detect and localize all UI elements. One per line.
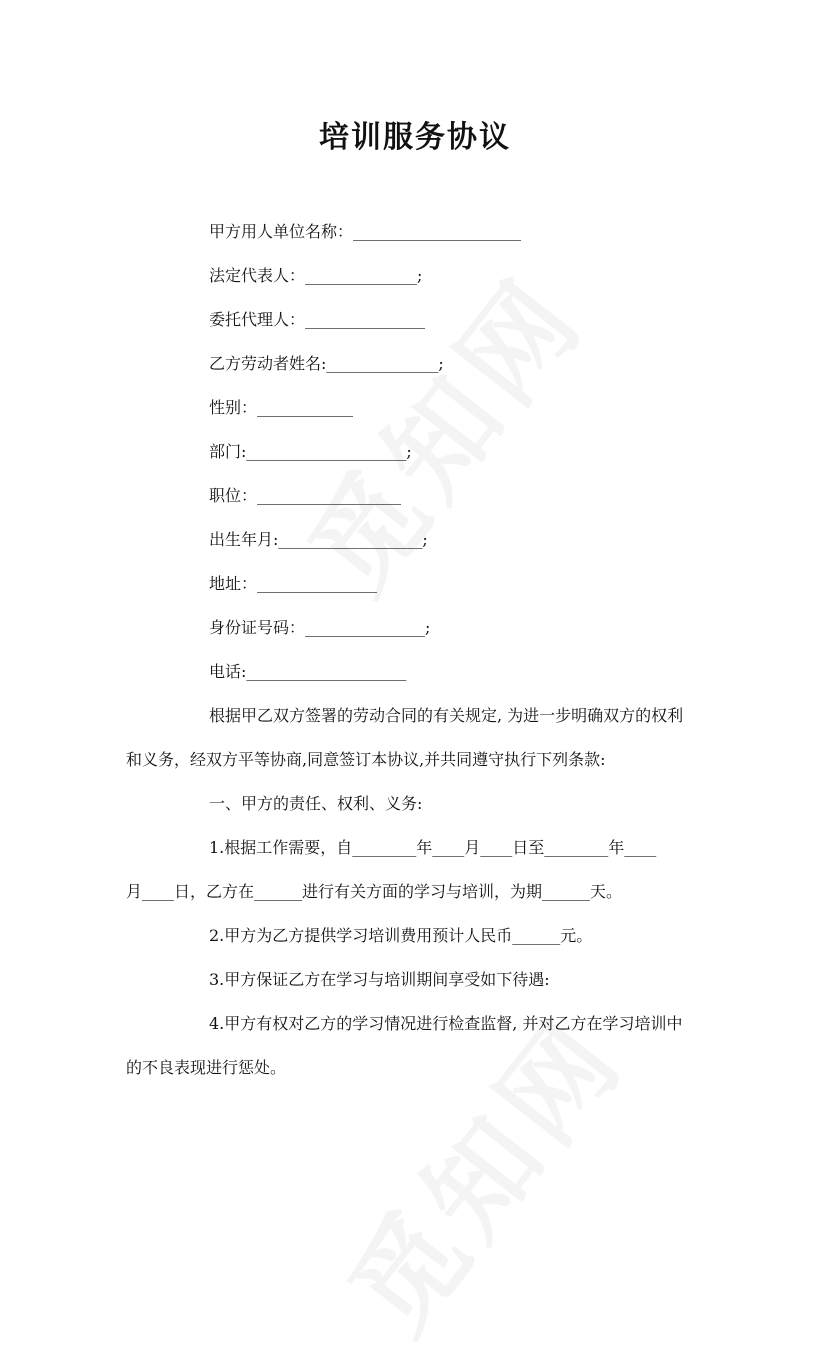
clause-2: 2.甲方为乙方提供学习培训费用预计人民币______元。 [209,926,593,945]
paragraph-intro-line-1: 根据甲乙双方签署的劳动合同的有关规定, 为进一步明确双方的权利 [209,706,684,725]
field-employee-name: 乙方劳动者姓名:______________; [209,354,444,373]
field-department: 部门:____________________; [209,442,412,461]
paragraph-intro-line-2: 和义务，经双方平等协商,同意签订本协议,并共同遵守执行下列条款: [126,750,606,769]
document-title: 培训服务协议 [319,120,511,155]
clause-4-line-1: 4.甲方有权对乙方的学习情况进行检查监督, 并对乙方在学习培训中 [209,1014,683,1033]
watermark-bottom [307,979,653,1359]
clause-1-line-2: 月____日，乙方在______进行有关方面的学习与培训，为期______天。 [126,882,623,901]
field-legal-representative: 法定代表人：______________; [209,266,423,285]
field-employer-name: 甲方用人单位名称：_____________________ [209,222,522,241]
field-birth-date: 出生年月:__________________; [209,530,428,549]
section-heading-party-a: 一、甲方的责任、权利、义务: [209,794,423,813]
field-address: 地址：_______________ [209,574,378,593]
field-gender: 性别：____________ [209,398,354,417]
clause-4-line-2: 的不良表现进行惩处。 [126,1058,287,1077]
field-authorized-agent: 委托代理人：_______________ [209,310,426,329]
field-phone: 电话:____________________ [209,662,407,681]
field-position: 职位：__________________ [209,486,402,505]
field-id-number: 身份证号码：_______________; [209,618,431,637]
clause-1-line-1: 1.根据工作需要，自________年____月____日至________年____ [209,838,657,857]
watermark [267,239,613,620]
clause-3: 3.甲方保证乙方在学习与培训期间享受如下待遇: [209,970,550,989]
